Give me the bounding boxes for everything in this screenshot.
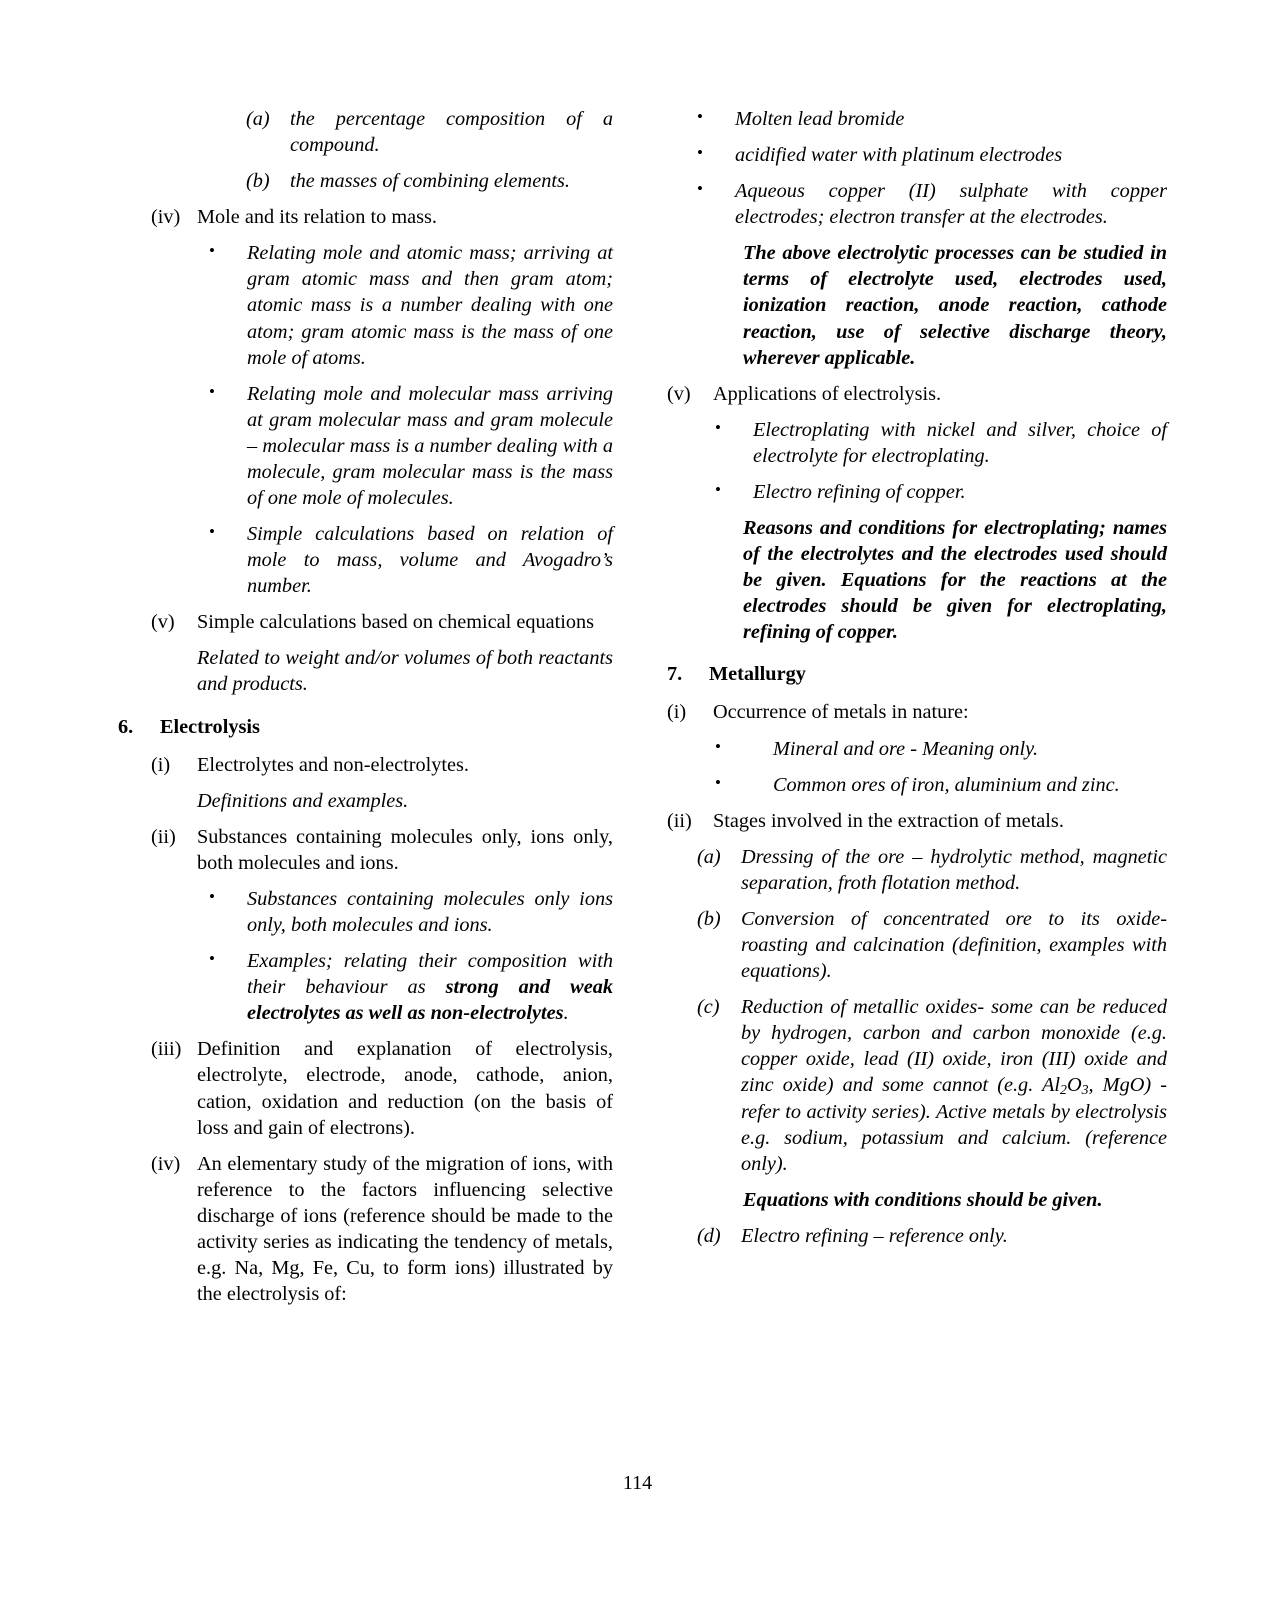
- list-text: Molten lead bromide: [735, 108, 905, 130]
- list-item: [246, 168, 613, 194]
- bullet-icon: •: [209, 949, 215, 969]
- list-text: the percentage composition of a compound.: [290, 108, 613, 157]
- list-item: [715, 417, 1167, 469]
- bullet-icon: •: [209, 241, 215, 261]
- list-item: [697, 844, 1167, 896]
- bullet-icon: •: [209, 522, 215, 542]
- list-item: [209, 886, 613, 938]
- list-text: acidified water with platinum electrodes: [735, 144, 1063, 167]
- subscript-2: 2: [1060, 1082, 1067, 1098]
- list-text: Relating mole and atomic mass; arriving at gram atomic mass and then gram atom; atomic mass is a number dealing with one atom; gram atomic mass is the mass of one mole of atoms.: [247, 242, 613, 369]
- subscript-3: 3: [1081, 1082, 1089, 1098]
- section-heading-electrolysis: [118, 714, 613, 740]
- section-title: Electrolysis: [160, 715, 260, 738]
- list-text: Applications of electrolysis.: [713, 382, 942, 405]
- bullet-icon: •: [715, 417, 721, 437]
- list-text: Stages involved in the extraction of metals.: [713, 809, 1064, 832]
- list-text: Simple calculations based on relation of mole to mass, volume and Avogadro’s number.: [247, 523, 613, 598]
- list-marker: (b): [697, 907, 721, 930]
- list-text: Common ores of iron, aluminium and zinc.: [773, 773, 1120, 796]
- list-item: [209, 521, 613, 599]
- list-text: Electro refining – reference only.: [741, 1225, 1008, 1248]
- list-item: [246, 106, 613, 158]
- bullet-icon: •: [715, 736, 721, 756]
- text-run-1: Reduction of metallic oxides- some can be reduced by hydrogen, carbon and carbon monoxide (e.g. copper oxide, lead (II) oxide, iron (III) oxide and zinc oxide) and some cannot (e.g. Al: [741, 996, 1167, 1097]
- note-paragraph-bold: Equations with conditions should be given.: [743, 1189, 1103, 1212]
- list-marker: (iii): [151, 1038, 182, 1061]
- list-marker: (iv): [151, 206, 181, 229]
- list-text: Electroplating with nickel and silver, choice of electrolyte for electroplating.: [753, 418, 1167, 467]
- list-text: Electrolytes and non-electrolytes.: [197, 753, 470, 776]
- list-text: [741, 994, 1167, 1177]
- text-run-bold: strong and weak electrolytes as well as non-electrolytes: [247, 976, 613, 1025]
- list-item: [209, 381, 613, 511]
- list-item: [151, 1036, 613, 1140]
- section-number: 6.: [118, 715, 134, 738]
- note-paragraph: Definitions and examples.: [197, 789, 409, 812]
- section-number: 7.: [667, 663, 683, 686]
- bullet-icon: •: [697, 179, 703, 199]
- list-item: [697, 142, 1167, 168]
- list-item: [209, 240, 613, 370]
- list-marker: (b): [246, 170, 270, 193]
- bullet-icon: •: [209, 886, 215, 906]
- list-item: [667, 381, 1167, 407]
- list-marker: (a): [246, 108, 270, 130]
- list-marker: (c): [697, 996, 720, 1019]
- text-run-2: , MgO) - refer to activity series). Active metals by electrolysis e.g. sodium, potassium and calcium. (reference only).: [741, 1074, 1167, 1176]
- list-marker: (a): [697, 845, 721, 868]
- bullet-icon: •: [209, 381, 215, 401]
- list-marker: (v): [151, 611, 175, 634]
- list-item: [715, 479, 1167, 505]
- list-item: [697, 178, 1167, 230]
- list-text: Simple calculations based on chemical equations: [197, 611, 595, 634]
- bullet-icon: •: [715, 479, 721, 499]
- list-text: Electro refining of copper.: [753, 480, 966, 503]
- note-paragraph-bold: Reasons and conditions for electroplating; names of the electrolytes and the electrodes used should be given. Equations for the reactions at the electrodes should be given for electroplating, refining of copper.: [743, 517, 1167, 644]
- list-item: [151, 1151, 613, 1307]
- left-column: [0, 106, 637, 1317]
- list-item: [151, 824, 613, 876]
- list-item: [715, 772, 1167, 798]
- list-marker: (iv): [151, 1152, 181, 1175]
- list-text: Dressing of the ore – hydrolytic method, magnetic separation, froth flotation method.: [741, 845, 1167, 894]
- list-text: Mineral and ore - Meaning only.: [773, 737, 1039, 760]
- list-text: Aqueous copper (II) sulphate with copper electrodes; electron transfer at the electrodes.: [735, 180, 1167, 229]
- list-marker: (i): [151, 753, 171, 776]
- list-marker: (ii): [667, 809, 692, 832]
- two-column-body: [0, 106, 1275, 1317]
- list-text: Relating mole and molecular mass arriving at gram molecular mass and gram molecule – molecular mass is a number dealing with a molecule, gram molecular mass is the mass of one mole of molecules.: [247, 382, 613, 510]
- list-item: [697, 1223, 1167, 1249]
- text-run-tail: .: [563, 1002, 569, 1025]
- list-text: Definition and explanation of electrolysis, electrolyte, electrode, anode, cathode, anion, cation, oxidation and reduction (on the basis of loss and gain of electrons).: [197, 1038, 613, 1139]
- list-item: [667, 699, 1167, 725]
- note-paragraph: Related to weight and/or volumes of both reactants and products.: [197, 647, 613, 696]
- text-run-plain: Examples; relating their composition with their behaviour as: [247, 950, 613, 999]
- bullet-icon: •: [697, 107, 703, 126]
- list-text: Mole and its relation to mass.: [197, 206, 437, 229]
- list-item: [697, 994, 1167, 1177]
- list-item: [151, 752, 613, 778]
- list-marker: (d): [697, 1225, 721, 1248]
- list-item: [697, 906, 1167, 984]
- list-text: [247, 948, 613, 1026]
- list-item: [209, 948, 613, 1026]
- list-marker: (v): [667, 382, 691, 405]
- list-text: Substances containing molecules only, ions only, both molecules and ions.: [197, 825, 613, 874]
- list-marker: (ii): [151, 825, 176, 848]
- list-item: [151, 204, 613, 230]
- list-item: [715, 736, 1167, 762]
- list-text: Conversion of concentrated ore to its oxide- roasting and calcination (definition, examples with equations).: [741, 907, 1167, 983]
- bullet-icon: •: [697, 143, 703, 163]
- list-text: Substances containing molecules only ions only, both molecules and ions.: [247, 887, 613, 937]
- section-title: Metallurgy: [709, 663, 806, 686]
- list-item: [697, 106, 1167, 132]
- bullet-icon: •: [715, 772, 721, 792]
- list-item: [667, 808, 1167, 834]
- list-text: the masses of combining elements.: [290, 170, 570, 193]
- list-marker: (i): [667, 701, 687, 724]
- section-heading-metallurgy: [667, 661, 1167, 687]
- list-item: [151, 609, 613, 635]
- note-paragraph-bold: The above electrolytic processes can be studied in terms of electrolyte used, electrodes used, ionization reaction, anode reaction, cathode reaction, use of selective discharge theory, wherever applicable.: [743, 242, 1167, 369]
- right-column: [637, 106, 1275, 1260]
- list-text: Occurrence of metals in nature:: [713, 701, 969, 724]
- list-text: An elementary study of the migration of ions, with reference to the factors influencing selective discharge of ions (reference should be made to the activity series as indicating the tendency of metals, e.g. Na, Mg, Fe, Cu, to form ions) illustrated by the electrolysis of:: [197, 1152, 613, 1306]
- page-number: 114: [622, 1472, 653, 1494]
- text-run-o: O: [1066, 1074, 1082, 1097]
